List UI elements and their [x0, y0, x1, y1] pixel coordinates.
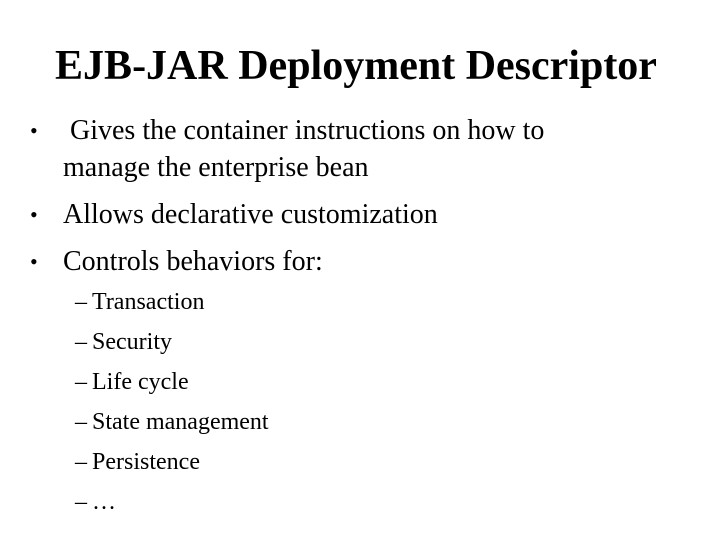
sub-bullet-text: Life cycle — [92, 369, 189, 395]
bullet-item — [30, 243, 690, 280]
bullet-text: Gives the container instructions on how to manage the enterprise bean — [63, 115, 552, 183]
dash-icon: – — [75, 449, 87, 475]
bullet-dot-icon: • — [30, 118, 38, 143]
sub-bullet-list — [75, 282, 575, 522]
sub-bullet-item — [75, 362, 575, 402]
bullet-text: Controls behaviors for: — [63, 246, 323, 277]
bullet-list — [30, 112, 690, 290]
sub-bullet-text: … — [92, 489, 116, 515]
bullet-dot-icon: • — [30, 202, 38, 227]
bullet-dot-icon: • — [30, 249, 38, 274]
dash-icon: – — [75, 409, 87, 435]
sub-bullet-item — [75, 322, 575, 362]
dash-icon: – — [75, 289, 87, 315]
sub-bullet-item — [75, 442, 575, 482]
sub-bullet-text: Persistence — [92, 449, 200, 475]
dash-icon: – — [75, 489, 87, 515]
bullet-text: Allows declarative customization — [63, 199, 438, 230]
sub-bullet-text: State management — [92, 409, 269, 435]
sub-bullet-item — [75, 282, 575, 322]
sub-bullet-item — [75, 402, 575, 442]
sub-bullet-item — [75, 482, 575, 522]
dash-icon: – — [75, 329, 87, 355]
bullet-item — [30, 112, 690, 186]
dash-icon: – — [75, 369, 87, 395]
bullet-item — [30, 196, 690, 233]
sub-bullet-text: Transaction — [92, 289, 205, 315]
slide-title: EJB-JAR Deployment Descriptor — [55, 43, 657, 89]
sub-bullet-text: Security — [92, 329, 172, 355]
